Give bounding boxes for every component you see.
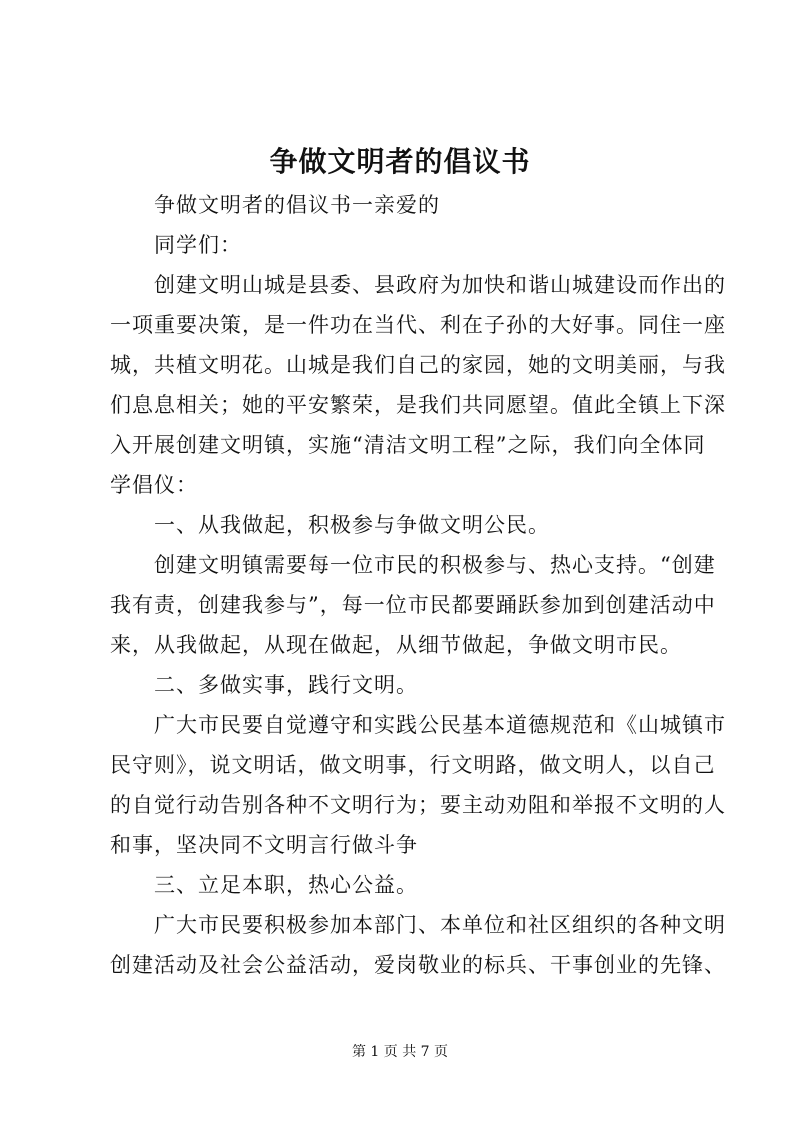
document-title: 争做文明者的倡议书 [269,145,531,178]
section-heading: 三、立足本职，热心公益。 [110,873,418,897]
page-footer: 第 1 页 共 7 页 [351,1044,449,1060]
paragraph-line: 们息息相关；她的平安繁荣，是我们共同愿望。值此全镇上下深 [110,393,726,417]
paragraph-line: 创建文明山城是县委、县政府为加快和谐山城建设而作出的 [110,273,726,297]
paragraph-line: 创建活动及社会公益活动，爱岗敬业的标兵、干事创业的先锋、 [110,953,726,977]
paragraph-line: 的自觉行动告别各种不文明行为；要主动劝阻和举报不文明的人 [110,793,726,817]
paragraph-line: 广大市民要积极参加本部门、本单位和社区组织的各种文明 [110,913,726,937]
paragraph-line: 入开展创建文明镇，实施“清洁文明工程”之际，我们向全体同 [110,433,706,457]
paragraph-line: 同学们： [110,233,242,257]
paragraph-line: 争做文明者的倡议书一亲爱的 [110,193,440,217]
paragraph-line: 一项重要决策，是一件功在当代、利在子孙的大好事。同住一座 [110,313,726,337]
paragraph-line: 民守则》，说文明话，做文明事，行文明路，做文明人，以自己 [110,753,716,777]
paragraph-line: 来，从我做起，从现在做起，从细节做起，争做文明市民。 [110,633,682,657]
paragraph-line: 创建文明镇需要每一位市民的积极参与、热心支持。“创建 [110,553,716,577]
section-heading: 二、多做实事，践行文明。 [110,673,418,697]
section-heading: 一、从我做起，积极参与争做文明公民。 [110,513,550,537]
paragraph-line: 广大市民要自觉遵守和实践公民基本道德规范和《山城镇市 [110,713,726,737]
paragraph-line: 我有责，创建我参与”，每一位市民都要踊跃参加到创建活动中 [110,593,716,617]
paragraph-line: 城，共植文明花。山城是我们自己的家园，她的文明美丽，与我 [110,353,726,377]
paragraph-line: 学倡仪： [110,473,198,497]
paragraph-line: 和事，坚决同不文明言行做斗争 [110,833,418,857]
